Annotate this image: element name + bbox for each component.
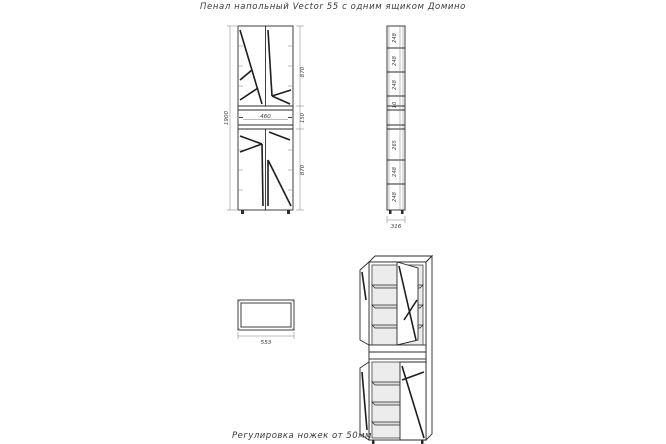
- dim-lower-door: 870: [300, 164, 306, 176]
- side-gap-6: 248: [392, 167, 398, 177]
- drawing-title: Пенал напольный Vector 55 с одним ящиком Домино: [200, 2, 466, 12]
- front-leg-left: [241, 210, 244, 214]
- side-leg-right: [401, 210, 404, 214]
- side-leg-left: [389, 210, 392, 214]
- dim-width: 553: [260, 340, 272, 346]
- side-gap-7: 248: [392, 192, 398, 202]
- side-gap-2: 248: [392, 56, 398, 66]
- isometric-view: [360, 256, 432, 444]
- dim-inner-width: 460: [260, 114, 271, 120]
- iso-top: [369, 256, 432, 262]
- side-gap-4: 10: [392, 101, 398, 109]
- top-view: [238, 300, 294, 346]
- iso-right-side: [426, 256, 432, 440]
- dim-drawer: 150: [300, 113, 306, 123]
- iso-upper-left-door: [360, 262, 369, 345]
- top-outer: [238, 300, 294, 330]
- side-gap-5: 265: [392, 140, 398, 150]
- front-leg-right: [287, 210, 290, 214]
- side-view: [387, 26, 405, 230]
- side-body-outline: [387, 26, 405, 210]
- dim-upper-door: 870: [300, 66, 306, 78]
- side-shelves: [387, 48, 405, 184]
- front-view: [224, 26, 306, 214]
- dim-depth: 316: [390, 224, 402, 230]
- leg-adjustment-note: Регулировка ножек от 50мм: [232, 431, 372, 441]
- dim-total-height: 1900: [224, 110, 230, 126]
- iso-leg-right: [421, 440, 424, 444]
- side-gap-1: 248: [392, 33, 398, 43]
- top-inner: [241, 303, 291, 327]
- side-gap-3: 248: [392, 80, 398, 90]
- iso-leg-left: [372, 440, 375, 444]
